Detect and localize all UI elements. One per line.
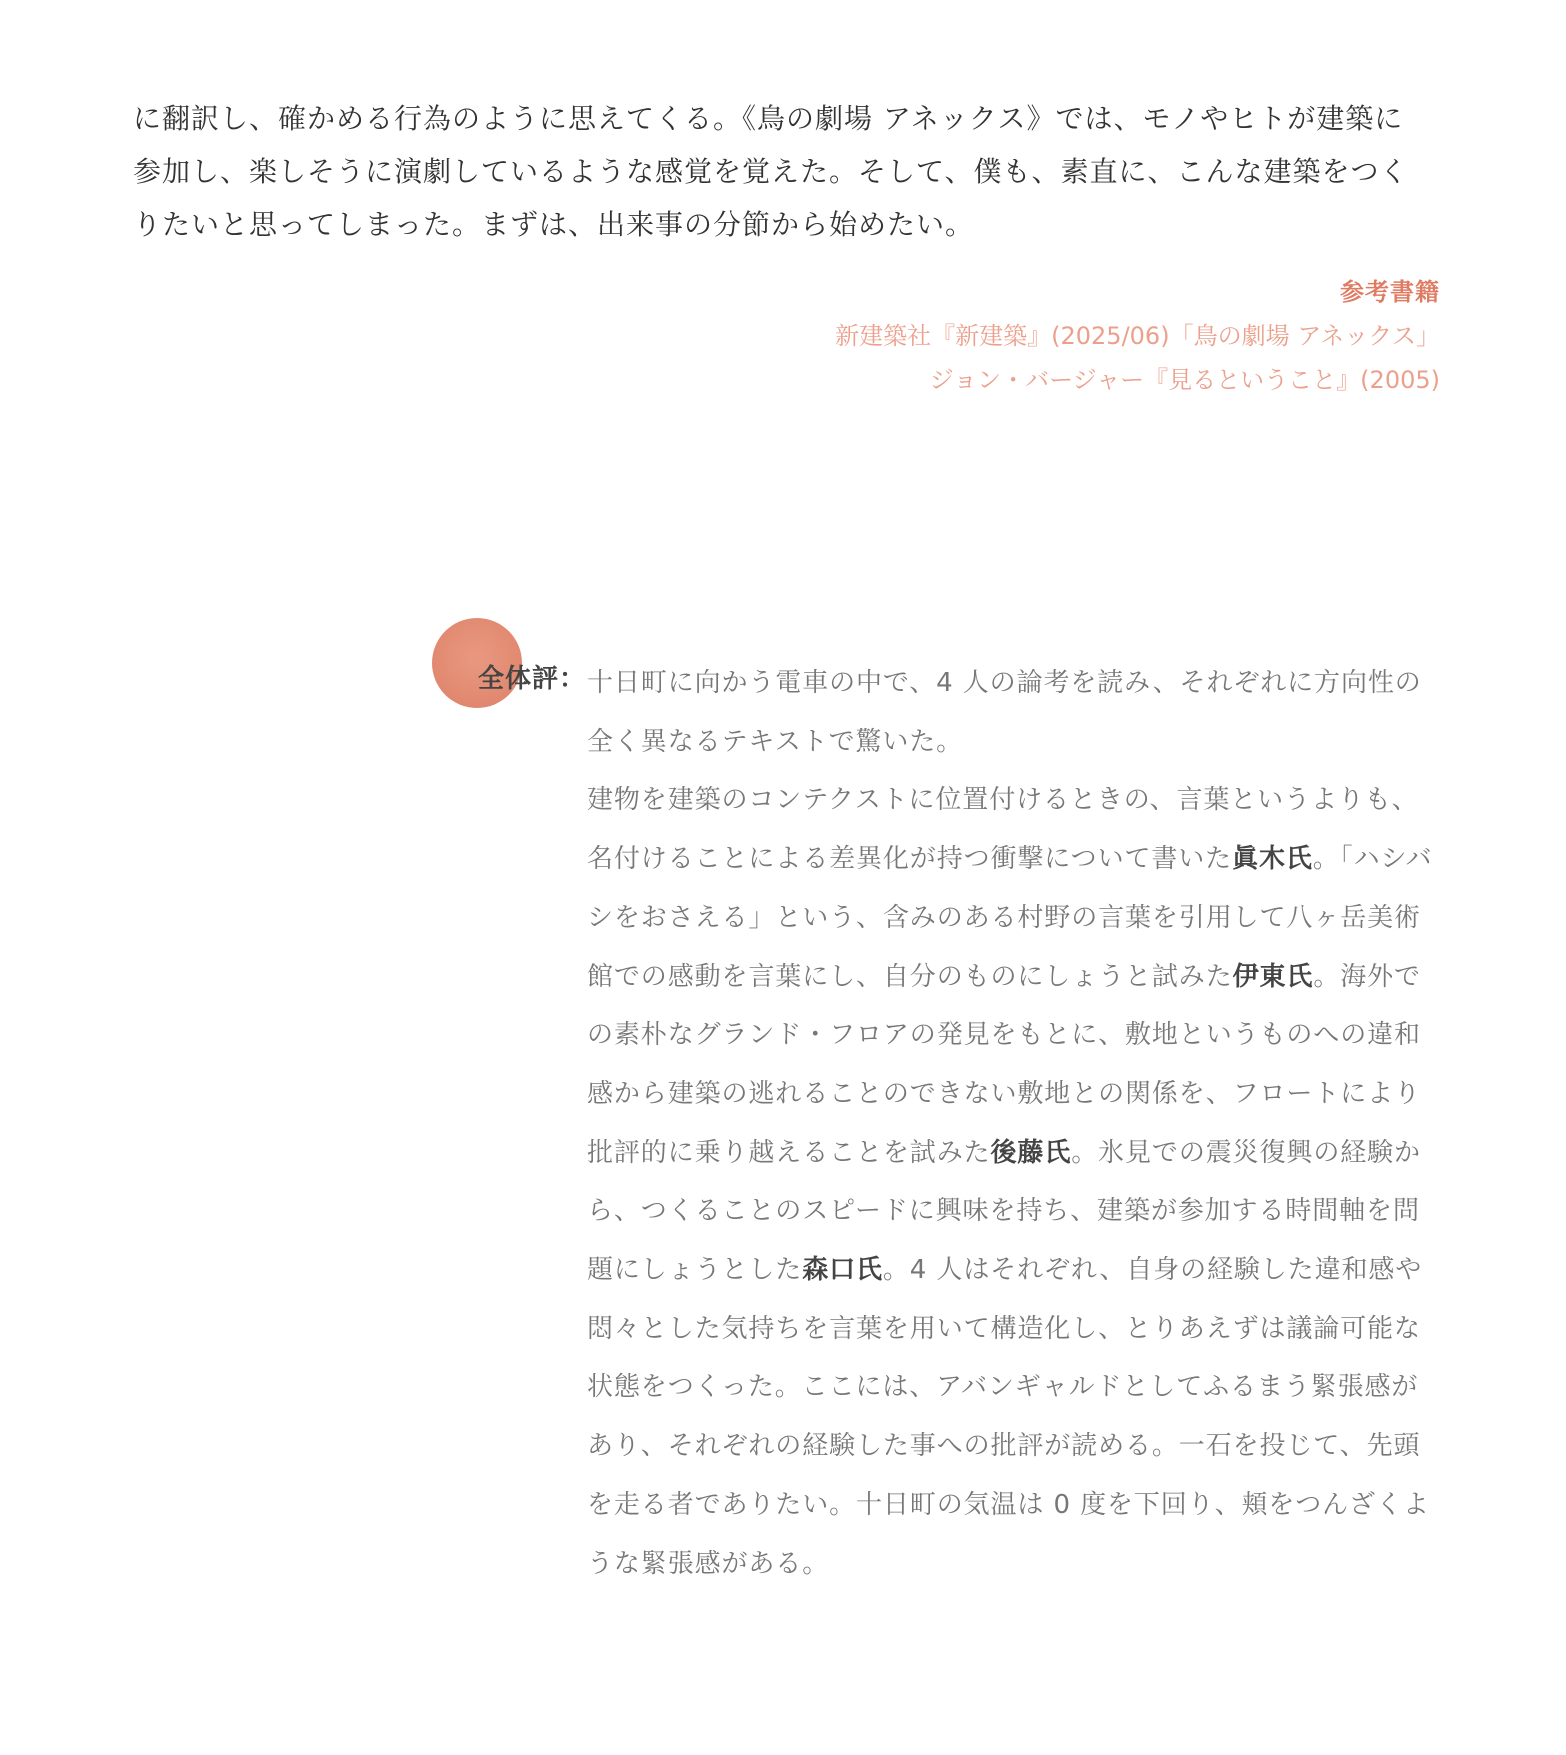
review-line: 題にしょうとした森口氏。4 人はそれぞれ、自身の経験した違和感や	[587, 1255, 1423, 1286]
author-name: 伊東氏	[1232, 961, 1314, 992]
references-heading: 参考書籍	[1340, 278, 1440, 306]
review-line: 批評的に乗り越えることを試みた後藤氏。氷見での震災復興の経験か	[587, 1137, 1421, 1168]
review-line: うな緊張感がある。	[587, 1548, 830, 1579]
review-line: の素朴なグランド・フロアの発見をもとに、敷地というものへの違和	[587, 1020, 1421, 1051]
review-line: 状態をつくった。ここには、アバンギャルドとしてふるまう緊張感が	[587, 1372, 1419, 1403]
review-line: 悶々とした気持ちを言葉を用いて構造化し、とりあえずは議論可能な	[587, 1313, 1421, 1344]
author-name: 眞木氏	[1232, 844, 1313, 875]
review-line: 名付けることによる差異化が持つ衝撃について書いた眞木氏。「ハシバ	[587, 844, 1433, 875]
intro-line: りたいと思ってしまった。まずは、出来事の分節から始めたい。	[133, 208, 975, 241]
review-line: 十日町に向かう電車の中で、4 人の論考を読み、それぞれに方向性の	[587, 668, 1422, 698]
intro-line: 参加し、楽しそうに演劇しているような感覚を覚えた。そして、僕も、素直に、こんな建築をつく	[133, 155, 1409, 188]
review-line: 全く異なるテキストで驚いた。	[587, 726, 964, 757]
intro-paragraph	[133, 92, 1453, 251]
author-name: 森口氏	[802, 1255, 883, 1286]
review-line: 建物を建築のコンテクストに位置付けるときの、言葉というよりも、	[587, 785, 1419, 816]
references	[835, 270, 1440, 402]
review-line: あり、それぞれの経験した事への批評が読める。一石を投じて、先頭	[587, 1431, 1421, 1462]
review-line: シをおさえる」という、含みのある村野の言葉を引用して八ヶ岳美術	[587, 902, 1421, 933]
intro-line: に翻訳し、確かめる行為のように思えてくる。《鳥の劇場 アネックス》では、モノやヒトが建築に	[133, 102, 1404, 135]
review-label: 全体評：	[478, 664, 587, 694]
review-line: を走る者でありたい。十日町の気温は 0 度を下回り、頬をつんざくよ	[587, 1489, 1430, 1520]
author-name: 後藤氏	[990, 1137, 1072, 1168]
review-line: ら、つくることのスピードに興味を持ち、建築が参加する時間軸を問	[587, 1196, 1420, 1227]
reference-item: ジョン・バージャー『見るということ』(2005)	[929, 366, 1440, 394]
review-line: 館での感動を言葉にし、自分のものにしょうと試みた伊東氏。海外で	[587, 961, 1421, 992]
review-body	[587, 654, 1447, 1593]
review-line: 感から建築の逃れることのできない敷地との関係を、フロートにより	[587, 1078, 1421, 1109]
reference-item: 新建築社『新建築』(2025/06)「鳥の劇場 アネックス」	[835, 322, 1440, 350]
